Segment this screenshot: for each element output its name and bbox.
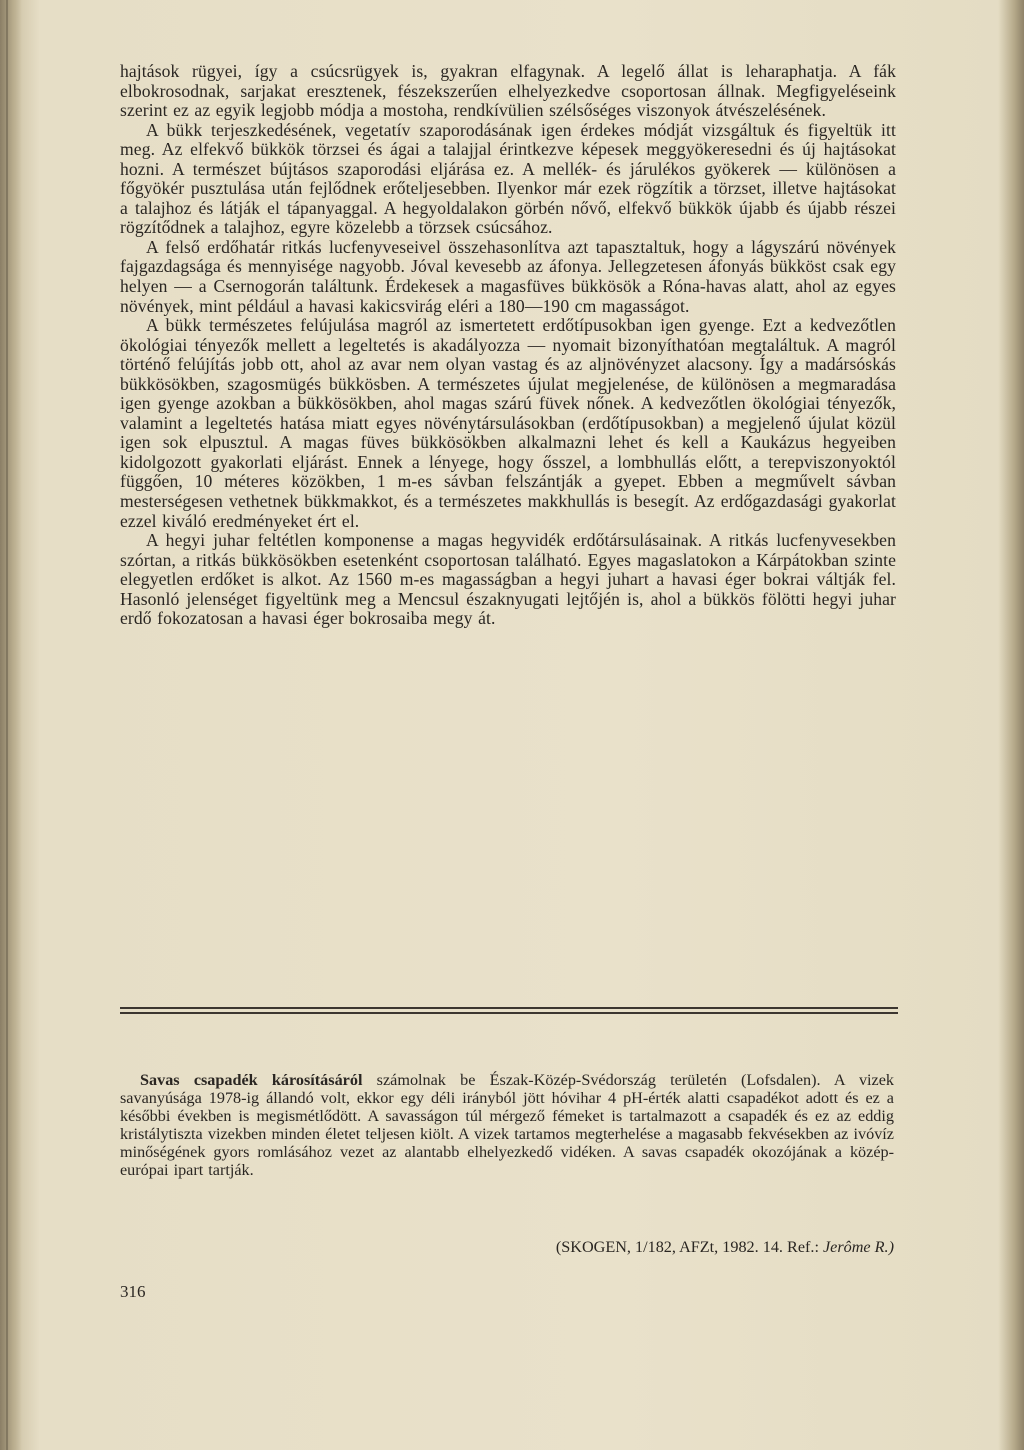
paragraph-3: A felső erdőhatár ritkás lucfenyveseivel összehasonlítva azt tapasztaltuk, hogy a lágyszárú növények fajgazdagsága és mennyisége nagyobb. Jóval kevesebb az áfonya. Jellegzetesen áfonyás bükköst csak egy helyen — a Csernogorán találtunk. Érdekesek a magasfüves bükkösök a Róna-havas alatt, ahol az egyes növények, mint például a havasi kakicsvirág eléri a 180—190 cm magasságot. — [120, 236, 896, 316]
paragraph-2: A bükk terjeszkedésének, vegetatív szaporodásának igen érdekes módját vizsgáltuk és figyeltük itt meg. Az elfekvő bükkök törzsei és ágai a talajjal érintkezve képesek meggyökeresedni és új hajtásokat hozni. A természet bújtásos szaporodási eljárása ez. A mellék- és járulékos gyökerek — különösen a főgyökér pusztulása után fejlődnek erőteljesebben. Ilyenkor már ezek rögzítik a törzset, illetve hajtásokat a talajhoz és látják el tápanyaggal. A hegyoldalakon görbén nővő, elfekvő bükkök újabb és újabb részei rögzítődnek a talajhoz, egyre közelebb a törzsek csúcsához. — [120, 119, 896, 238]
reference-source: (SKOGEN, 1/182, AFZt, 1982. 14. Ref.: — [555, 1238, 823, 1256]
page-number: 316 — [120, 1282, 146, 1301]
note-reference — [450, 1238, 894, 1257]
reference-author: Jerôme R.) — [822, 1238, 894, 1256]
note-paragraph — [120, 1072, 894, 1179]
paragraph-5: A hegyi juhar feltétlen komponense a magas hegyvidék erdőtársulásainak. A ritkás lucfenyvesekben szórtan, a ritkás bükkösökben esetenként csoportosan található. Egyes magaslatokon a Kárpátokban szinte elegyetlen erdőket is alkot. Az 1560 m-es magasságban a hegyi juhart a havasi éger bokrai váltják fel. Hasonló jelenséget figyeltünk meg a Mencsul északnyugati lejtőjén is, ahol a bükkös fölötti hegyi juhar erdő fokozatosan a havasi éger bokrosaiba megy át. — [120, 530, 896, 629]
abstract-note — [120, 1072, 894, 1179]
page-edge-shadow — [998, 0, 1024, 1450]
divider-rule-top — [120, 1007, 898, 1009]
paragraph-4: A bükk természetes felújulása magról az ismertetett erdőtípusokban igen gyenge. Ezt a kedvezőtlen ökológiai tényezők mellett a legeltetés is akadályozza — nyomait bizonyíthatóan megtaláltuk. A magról történő felújítás jobb ott, ahol az avar nem olyan vastag és az aljnövényzet alacsony. Így a madársóskás bükkösökben, szagosmügés bükkösben. A természetes újulat megjelenése, de különösen a megmaradása igen gyenge azokban a bükkösökben, ahol magas szárú füvek nőnek. A kedvezőtlen ökológiai tényezők, valamint a legeltetés hatása miatt egyes növénytársulásokban (erdőtípusokban) a megjelenő újulat közül igen sok elpusztul. A magas füves bükkösökben alkalmazni lehet és kell a Kaukázus hegyeiben kidolgozott gyakorlati eljárást. Ennek a lényege, hogy ősszel, a lombhullás előtt, a terepviszonyoktól függően, 10 méteres közökben, 1 m-es sávban felszántják a gyepet. Ebben a megművelt sávban mesterségesen vethetnek bükkmakkot, és a természetes makkhullás is besegít. Az erdőgazdasági gyakorlat ezzel kiváló eredményeket ért el. — [120, 315, 896, 531]
paragraph-1: hajtások rügyei, így a csúcsrügyek is, gyakran elfagynak. A legelő állat is leharaphatja. A fák elbokrosodnak, sarjakat eresztenek, fészekszerűen elhelyezkedve csoportosan állnak. Megfigyeléseink szerint ez az egyik legjobb módja a mostoha, rendkívülien szélsőséges viszonyok átvészelésének. — [120, 61, 896, 121]
book-gutter-shadow — [0, 0, 22, 1450]
binding-edge — [6, 0, 8, 1450]
divider-rule-bottom — [120, 1012, 898, 1014]
note-lead: Savas csapadék károsításáról — [140, 1071, 363, 1089]
main-text — [120, 62, 896, 629]
section-divider — [120, 1007, 898, 1014]
note-text: számolnak be Észak-Közép-Svédország területén (Lofsdalen). A vizek savanyúsága 1978-ig állandó volt, ekkor egy déli irányból jött hóvihar 4 pH-érték alatti csapadékot adott és ez a későbbi években is megismétlődött. A savasságon túl mérgező fémeket is tartalmazott a csapadék és ez az eddig kristálytiszta vizekben minden életet teljesen kiölt. A vizek tartamos megterhelése a magasabb fekvésekben az ivóvíz minőségének gyors romlásához vezet az alantabb elhelyezkedő vidéken. A savas csapadék okozójának a közép-európai ipart tartják. — [120, 1071, 894, 1179]
